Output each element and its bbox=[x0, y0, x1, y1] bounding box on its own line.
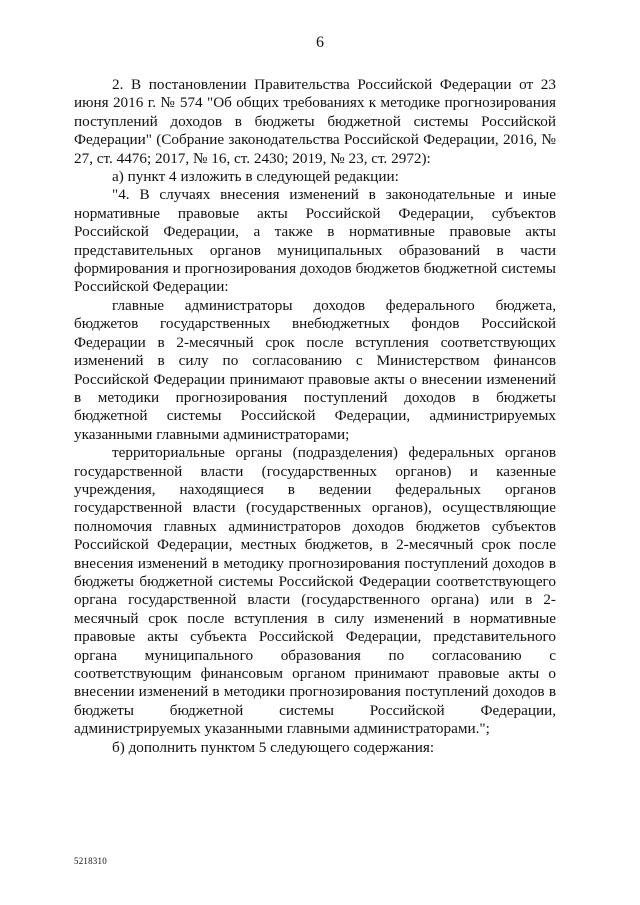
paragraph-federal-administrators: главные администраторы доходов федерального бюджета, бюджетов государственных внебюджетных фондов Российской Федерации в 2-месячный срок после вступления соответствующих изменений в силу по согласованию с Министерством финансов Российской Федерации принимают правовые акты о внесении изменений в методики прогнозирования поступлений доходов в бюджеты бюджетной системы Российской Федерации, администрируемых указанными главными администраторами; bbox=[74, 296, 556, 443]
paragraph-territorial-bodies: территориальные органы (подразделения) федеральных органов государственной власти (государственных органов) и казенные учреждения, находящиеся в ведении федеральных органов государственной власти (государственных органов), осуществляющие полномочия главных администраторов доходов бюджетов субъектов Российской Федерации, местных бюджетов, в 2-месячный срок после внесения изменений в методику прогнозирования поступлений доходов в бюджеты бюджетной системы Российской Федерации соответствующего органа государственной власти (государственного органа) или в 2-месячный срок после вступления в силу изменений в нормативные правовые акты субъекта Российской Федерации, представительного органа муниципального образования по согласованию с соответствующим финансовым органом принимают правовые акты о внесении изменений в методики прогнозирования поступлений доходов в бюджеты бюджетной системы Российской Федерации, администрируемых указанными главными администраторами."; bbox=[74, 444, 556, 738]
paragraph-item-a: а) пункт 4 изложить в следующей редакции: bbox=[112, 168, 399, 186]
page-number: 6 bbox=[316, 34, 324, 51]
paragraph-item-b: б) дополнить пунктом 5 следующего содержания: bbox=[112, 738, 435, 756]
paragraph-clause-4: "4. В случаях внесения изменений в законодательные и иные нормативные правовые акты Российской Федерации, субъектов Российской Федерации, а также в нормативные правовые акты представительных органов муниципальных образований в части формирования и прогнозирования доходов бюджетов бюджетной системы Российской Федерации: bbox=[74, 186, 556, 296]
document-id: 5218310 bbox=[74, 856, 107, 866]
document-body bbox=[74, 76, 556, 757]
paragraph-amendment-2: 2. В постановлении Правительства Российской Федерации от 23 июня 2016 г. № 574 "Об общих требованиях к методике прогнозирования поступлений доходов в бюджеты бюджетной системы Российской Федерации" (Собрание законодательства Российской Федерации, 2016, № 27, ст. 4476; 2017, № 16, ст. 2430; 2019, № 23, ст. 2972): bbox=[74, 76, 556, 167]
